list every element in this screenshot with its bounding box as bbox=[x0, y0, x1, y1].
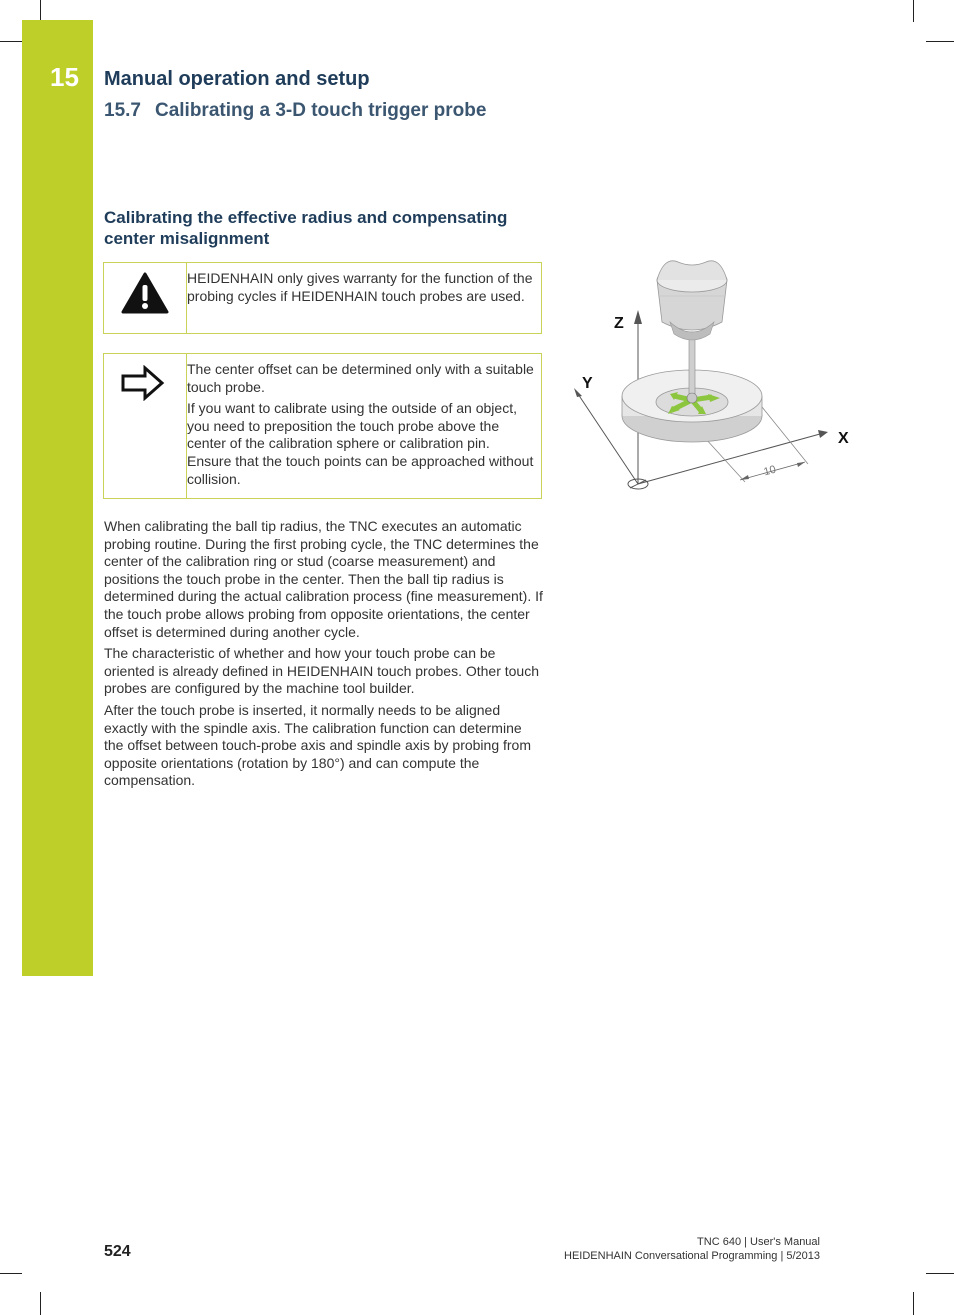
subsection-heading-line1: Calibrating the effective radius and compensating bbox=[104, 208, 508, 227]
subsection-heading bbox=[104, 207, 544, 249]
crop-mark bbox=[926, 1273, 954, 1274]
chapter-number: 15 bbox=[50, 62, 79, 92]
body-para3: After the touch probe is inserted, it normally needs to be aligned exactly with the spindle axis. The calibration function can determine the offset between touch-probe axis and spindle axis by probing from opposite orientations (rotation by 180°) and can compute the compensation. bbox=[104, 701, 531, 789]
info-note-text bbox=[187, 361, 535, 492]
section-title bbox=[104, 100, 486, 122]
axis-label-x: X bbox=[838, 430, 849, 447]
section-title-text: Calibrating a 3-D touch trigger probe bbox=[154, 100, 487, 121]
crop-mark bbox=[913, 0, 914, 22]
footer-line2: HEIDENHAIN Conversational Programming | 5/2013 bbox=[564, 1250, 820, 1262]
warning-icon-cell bbox=[104, 263, 187, 333]
section-number: 15.7 bbox=[104, 100, 141, 121]
body-para2: The characteristic of whether and how your touch probe can be oriented is already defined in HEIDENHAIN touch probes. Other touch probes are configured by the machine tool builder. bbox=[104, 645, 540, 697]
crop-mark bbox=[0, 1273, 22, 1274]
dimension-label: 10 bbox=[762, 463, 778, 479]
page-number: 524 bbox=[104, 1243, 131, 1260]
body-text bbox=[104, 518, 544, 794]
info-icon-cell bbox=[104, 354, 187, 498]
arrow-right-icon bbox=[120, 365, 166, 401]
info-note bbox=[103, 353, 542, 499]
warning-triangle-icon bbox=[120, 271, 170, 315]
crop-mark bbox=[913, 1292, 914, 1315]
footer bbox=[564, 1235, 820, 1263]
info-note-para1: The center offset can be determined only with a suitable touch probe. bbox=[187, 361, 534, 395]
chapter-title: Manual operation and setup bbox=[104, 68, 370, 90]
info-note-para2: If you want to calibrate using the outside of an object, you need to preposition the touch probe above the center of the calibration sphere or calibration pin. Ensure that the touch points can be approached without collision. bbox=[187, 400, 534, 487]
subsection-heading-line2: center misalignment bbox=[104, 229, 270, 248]
warning-note-text: HEIDENHAIN only gives warranty for the function of the probing cycles if HEIDENHAIN touch probes are used. bbox=[187, 270, 533, 304]
body-para1: When calibrating the ball tip radius, the TNC executes an automatic probing routine. During the first probing cycle, the TNC determines the center of the calibration ring or stud (coarse measurement) and positions the touch probe in the center. Then the ball tip radius is determined during the actual calibration process (fine measurement). If the touch probe allows probing from opposite orientations, the center offset is determined during another cycle. bbox=[104, 518, 543, 640]
crop-mark bbox=[40, 0, 41, 22]
crop-mark bbox=[40, 1292, 41, 1315]
calibration-figure bbox=[560, 252, 860, 502]
crop-mark bbox=[0, 41, 22, 42]
axis-label-y: Y bbox=[582, 375, 593, 392]
crop-mark bbox=[926, 41, 954, 42]
axis-label-z: Z bbox=[614, 315, 624, 332]
warning-note bbox=[103, 262, 542, 334]
chapter-sidebar bbox=[22, 20, 93, 976]
footer-line1: TNC 640 | User's Manual bbox=[697, 1236, 820, 1248]
